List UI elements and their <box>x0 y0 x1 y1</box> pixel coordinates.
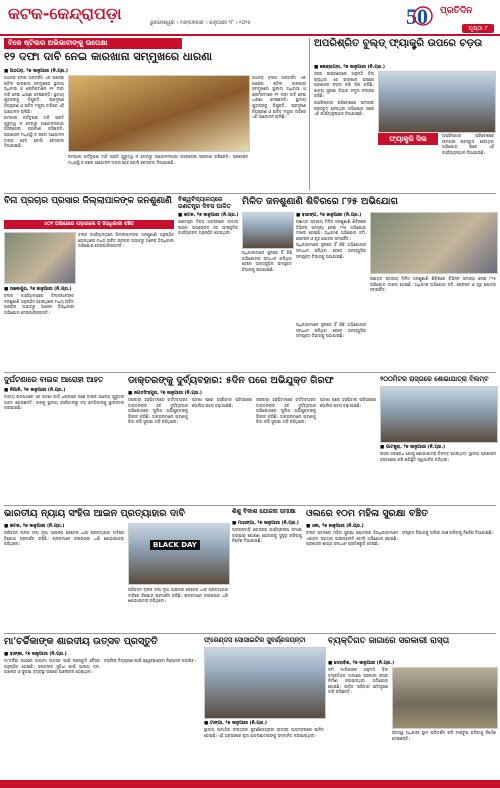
story6-body <box>4 394 124 502</box>
section-divider <box>4 633 496 634</box>
story3-para1-continued: ବ୍ଲକ କାର୍ଯ୍ୟାଳୟରେ ଜିଲ୍ଲାପାଳଙ୍କ ଜନଶୁଣାଣି ଅନୁଷ୍ଠିତ ହୋଇଥିଲେ ମଧ୍ୟ ଉଚିତ ପ୍ରଚାର ଅଭାବରୁ ଅନେକ ହିତାଧିକାରୀ ଅଭିଯୋଗ ଦେଇପାରିନାହାନ୍ତି। <box>78 232 174 249</box>
story14-byline: ■ ଡେରାବିଶ, ୨୭ ଜାନୁଆରୀ (ନି.ପ୍ର.) <box>328 661 395 666</box>
story6-headline: ଦୁର୍ଘଟଣାରେ ବାଇକ ଆରୋହୀ ଆହତ <box>4 375 104 384</box>
story1-body-col1 <box>4 75 64 190</box>
story11-body-col1 <box>306 530 398 630</box>
story14-photo <box>392 667 498 729</box>
story7-body-col1 <box>128 397 188 502</box>
story8-body <box>380 451 496 502</box>
story13-photo <box>204 647 326 719</box>
story8-para1: ରାସ୍ତା ଅବରୋଧ ଯୋଗୁ ଶୋଭାଯାତ୍ରା ବିଳମ୍ବ ହୋଇଥିଲା। ସ୍ଥାନୀୟ ପ୍ରଶାସନ ହସ୍ତକ୍ଷେପ କରି ପରିସ୍ଥିତି ସ୍ୱାଭାବିକ କରିଥିଲା। <box>380 451 496 462</box>
story2-body-col2 <box>442 133 494 189</box>
story6-byline: ■ ନିଆଳି, ୨୭ ଜାନୁଆରୀ (ନି.ପ୍ର.) <box>4 388 66 393</box>
story1-byline: ■ ଅଠଗଡ଼, ୨୭ ଜାନୁଆରୀ (ନି.ପ୍ର.) <box>4 69 68 74</box>
story4-body <box>178 219 238 369</box>
story7-body-col4 <box>320 397 376 502</box>
story5-photo-small <box>242 212 294 249</box>
story1-body-col3 <box>252 75 306 190</box>
story1-para1: ଅଠଗଡ଼ ବ୍ଲକ ଅନ୍ତର୍ଗତ ଏକ ଘରୋଇ ଷ୍ଟିଲ କାରଖାନା ସମ୍ମୁଖରେ ସ୍ଥାନୀୟ ଅଧିବାସୀ ଓ ଶ୍ରମିକମାନେ ୧୨ ଦଫା ଦାବି ନେଇ ଧାରଣା ଦେଇଛନ୍ତି। ସ୍ଥାନୀୟ ଯୁବକଙ୍କୁ ନିଯୁକ୍ତି, ପ୍ରଦୂଷଣ ନିୟନ୍ତ୍ରଣ ଓ ଉଚିତ ମଜୁରୀ ଦାବିରେ ଏହି ଆନ୍ଦୋଳନ ଚାଲିଛି। <box>4 75 64 114</box>
story7-para2-continued: ଘଟଣା ପରେ ହସ୍ପିଟାଲ ପରିସରରେ ପୋଲିସ ପହରା ବଢ଼ାଯାଇଛି। <box>320 397 376 408</box>
story12-body-col2 <box>104 658 200 778</box>
story2-photo <box>378 71 496 133</box>
brand-name: ପ୍ରତିଦିନ <box>440 6 473 16</box>
story3-headline: ବିନା ପ୍ରଚାର ପ୍ରସାର ଜିଲ୍ଲାପାଳଙ୍କ ଜନଶୁଣାଣି <box>4 196 172 206</box>
story11-headline: ଓଲରେ ୧୦ମ ମହିଳା ସୁରକ୍ଷା ବଞ୍ଚିତ <box>306 508 428 519</box>
story3-subhead: ୪୦୧ ଅଭିଯୋଗ ପଡ଼ାଗଲେ ବି ହିତାଧିକାରୀ ବଞ୍ଚିତ <box>4 220 174 229</box>
story11-para2: ସଂପୃକ୍ତ ବିଭାଗକୁ ତାଲିକା ଯାଞ୍ଚ କରିବାକୁ ନିର୍ଦ୍ଦେଶ ଦିଆଯାଇଛି। <box>402 530 494 535</box>
footer-bar <box>0 780 500 788</box>
story9-para1: ପରିବହନ ଚାଳକ ସଂଘ ନୂଆ ଆଇନର କେତେକ ଧାରା ପ୍ରତ୍ୟାହାର ଦାବିରେ ବିକ୍ଷୋଭ ପ୍ରଦର୍ଶନ କରିଛି। ଚାଳକମାନେ କଳାପତାକା ଧରି ଶୋଭାଯାତ୍ରା କରିଥିଲେ। <box>4 530 124 547</box>
story7-body-col3 <box>256 397 316 502</box>
story14-headline: ବ୍ୟକ୍ତିଗତ ଜାଗାରେ ସରକାରୀ ରାସ୍ତା <box>328 636 450 646</box>
story2-byline: ■ କେନ୍ଦ୍ରାପଡ଼ା, ୨୭ ଜାନୁଆରୀ (ନି.ପ୍ର.) <box>314 65 385 70</box>
story12-para2: ଟ୍ରାଫିକ ନିୟନ୍ତ୍ରଣ ପାଇଁ ସ୍ୱେଚ୍ଛାସେବୀ ନିୟୋଜନ କରାଯିବ। <box>104 658 196 663</box>
story1-kicker: ବିକେ ଷ୍ଟିଲର ଅଭିଭାବୀଙ୍କୁ ଉପେକ୍ଷା <box>4 38 182 49</box>
story1-body-col2 <box>68 154 248 190</box>
story13-headline: ଫ୍ରେଣ୍ଡସ ସୋସାଇଟିର ସୁବର୍ଣ୍ଣଜୟନ୍ତୀ <box>204 636 306 644</box>
story5-para2: ଅଧିକାରୀମାନେ ସ୍ଥଳରେ ହିଁ କିଛି ଅଭିଯୋଗର ସମାଧାନ କରିଥିବା ବେଳେ ଅନ୍ୟଗୁଡ଼ିକ ସମ୍ପୃକ୍ତ ବିଭାଗକୁ ପଠାଯାଇଛି। <box>296 242 366 259</box>
story7-para1: ସରକାରୀ ହସ୍ପିଟାଲରେ କର୍ତ୍ତବ୍ୟରତ ଡାକ୍ତରଙ୍କ ସହ ଦୁର୍ବ୍ୟବହାର ଅଭିଯୋଗରେ ପୁଲିସ ଅଭିଯୁକ୍ତଙ୍କୁ ଗିରଫ କରିଛି। ଡାକ୍ତରମାନେ ଘଟଣାକୁ ନିନ୍ଦା କରି ସୁରକ୍ଷା ଦାବି କରିଥିଲେ। <box>128 397 188 425</box>
story7-body-col2 <box>192 397 252 502</box>
story13-body <box>204 727 324 778</box>
story9-body <box>4 530 124 630</box>
story7-headline: ଡାକ୍ତରଙ୍କୁ ଦୁର୍ବ୍ୟବହାର: ୫ଦିନ ପରେ ଅଭିଯୁକ୍ତ ଗିରଫ <box>128 375 334 386</box>
story11-byline: ■ ଓଲ, ୨୭ ଜାନୁଆରୀ (ନି.ପ୍ର.) <box>306 524 364 529</box>
story7-para1-continued: ସରକାରୀ ହସ୍ପିଟାଲରେ କର୍ତ୍ତବ୍ୟରତ ଡାକ୍ତରଙ୍କ ସହ ଦୁର୍ବ୍ୟବହାର ଅଭିଯୋଗରେ ପୁଲିସ ଅଭିଯୁକ୍ତଙ୍କୁ ଗିରଫ କରିଛି। ଡାକ୍ତରମାନେ ଘଟଣାକୁ ନିନ୍ଦା କରି ସୁରକ୍ଷା ଦାବି କରିଥିଲେ। <box>256 397 316 425</box>
story3-body-col2 <box>78 232 174 369</box>
edition-title: କଟକ-କେନ୍ଦ୍ରାପଡ଼ା <box>8 4 122 23</box>
story5-headline: ମିଳିତ ଜନଶୁଣାଣି ଶିବିରରେ ୮୨୫ ଅଭିଯୋଗ <box>242 196 398 207</box>
story9-photo <box>128 523 230 585</box>
story10-headline: ଶିଶୁ ବିକାଶ ଯୋଜନା ସମୀକ୍ଷା <box>232 508 296 515</box>
story14-para1: ଜମି ମାଲିକଙ୍କ ଅନୁମତି ବିନା ବ୍ୟକ୍ତିଗତ ଜାଗାରେ ସରକାରୀ ରାସ୍ତା ନିର୍ମାଣ କରାଯାଉଥିବା ଅଭିଯୋଗ ହୋଇଛି। ପୀଡ଼ିତ ପରିବାର କ୍ଷତିପୂରଣ ଦାବି କରିଛନ୍ତି। <box>328 667 388 695</box>
section-divider <box>4 372 496 373</box>
story6-para1: ଜାତୀୟ ରାଜପଥରେ ଏକ ଅଜଣା ଗାଡ଼ି ଧକ୍କାରେ ଜଣେ ବାଇକ ଆରୋହୀ ଗୁରୁତର ଆହତ ହୋଇଛନ୍ତି। ତାଙ୍କୁ ସ୍ଥାନୀୟ ହସ୍ପିଟାଲରୁ ବଡ଼ ମେଡିକାଲକୁ ସ୍ଥାନାନ୍ତର କରାଯାଇଛି। <box>4 394 124 411</box>
story1-headline: ୧୨ ଦଫା ଦାବି ନେଇ କାରଖାନା ସମ୍ମୁଖରେ ଧାରଣା <box>4 50 213 63</box>
story14-body-col1 <box>328 667 388 778</box>
story3-para1: ବ୍ଲକ କାର୍ଯ୍ୟାଳୟରେ ଜିଲ୍ଲାପାଳଙ୍କ ଜନଶୁଣାଣି ଅନୁଷ୍ଠିତ ହୋଇଥିଲେ ମଧ୍ୟ ଉଚିତ ପ୍ରଚାର ଅଭାବରୁ ଅନେକ ହିତାଧିକାରୀ ଅଭିଯୋଗ ଦେଇପାରିନାହାନ୍ତି। <box>4 293 74 315</box>
story5-para1-continued: ପଞ୍ଚାୟତ ସ୍ତରୀୟ ମିଳିତ ଜନଶୁଣାଣି ଶିବିରରେ ବିଭିନ୍ନ ସମସ୍ୟା ନେଇ ୮୨୫ ଅଭିଯୋଗ ଦାଖଲ ହୋଇଛି। ଅଧିକାଂଶ ଅଭିଯୋଗ ଜମି, ପେନସନ ଓ ଗୃହ ଯୋଜନା ସମ୍ପର୍କିତ। <box>370 276 496 293</box>
story9-body-col2 <box>128 587 228 630</box>
story7-byline: ■ ଜଗତସିଂହପୁର, ୨୭ ଜାନୁଆରୀ (ନି.ପ୍ର.) <box>128 391 202 396</box>
story14-para2: ରାଜସ୍ୱ ଅଧିକାରୀ ସ୍ଥାନ ପରିଦର୍ଶନ କରି ମାପଚୁପ କରିବାକୁ ନିର୍ଦ୍ଦେଶ ଦେଇଛନ୍ତି। <box>392 730 496 741</box>
story8-photo <box>380 386 498 443</box>
story3-photo <box>4 232 76 284</box>
story5-body-col0 <box>242 250 292 369</box>
story10-para1: ଅଙ୍ଗନବାଡ଼ି କେନ୍ଦ୍ରର କାର୍ଯ୍ୟକଳାପ ସମୀକ୍ଷା କରାଯାଇ ପୋଷଣ ଯୋଜନାକୁ ସୁଦୃଢ଼ କରିବାକୁ ନିର୍ଦ୍ଦେଶ ଦିଆଯାଇଛି। <box>232 527 302 544</box>
story8-headline: ୨୦୦ମିଟର ରାସ୍ତାରେ ଶୋଭାଯାତ୍ରା ବିଲମ୍ବ <box>380 375 489 383</box>
story11-para1: ବ୍ଲକ ସ୍ତରରେ ମହିଳା ସୁରକ୍ଷା ଯୋଜନାର ହିତାଧିକାରୀମାନେ ଏଯାବତ୍ ସହାୟତା ପାଇନାହାନ୍ତି ବୋଲି ଅଭିଯୋଗ ହୋଇଛି। ପ୍ରଶାସନ ଶୀଘ୍ର ସମାଧାନ ପ୍ରତିଶ୍ରୁତି ଦେଇଛି। <box>306 530 398 547</box>
story12-byline: ■ ବାଙ୍କୀ, ୨୭ ଜାନୁଆରୀ (ନି.ପ୍ର.) <box>4 652 67 657</box>
story7-para2: ଘଟଣା ପରେ ହସ୍ପିଟାଲ ପରିସରରେ ପୋଲିସ ପହରା ବଢ଼ାଯାଇଛି। <box>192 397 252 408</box>
story12-headline: ମା'ଚର୍ଚ୍ଚିକାଙ୍କ ଶାରଦୀୟ ଉତ୍ସବ ପ୍ରସ୍ତୁତି <box>4 636 158 647</box>
story2-body <box>314 71 374 189</box>
story5-para2-continued: ଅଧିକାରୀମାନେ ସ୍ଥଳରେ ହିଁ କିଛି ଅଭିଯୋଗର ସମାଧାନ କରିଥିବା ବେଳେ ଅନ୍ୟଗୁଡ଼ିକ ସମ୍ପୃକ୍ତ ବିଭାଗକୁ ପଠାଯାଇଛି। <box>242 250 292 272</box>
story10-byline: ■ ମାହାଙ୍ଗା, ୨୭ ଜାନୁଆରୀ (ନି.ପ୍ର.) <box>232 521 299 526</box>
story8-byline: ■ ପାଟକୁରା, ୨୭ ଜାନୁଆରୀ (ନି.ପ୍ର.) <box>380 445 446 450</box>
story4-headline: ବିଶ୍ୱବିଦ୍ୟାଳୟରେ ଗଣତନ୍ତ୍ର ଦିବସ ପାଳିତ <box>178 196 231 210</box>
story1-para2-continued: କମ୍ପାନୀ କର୍ତ୍ତୃପକ୍ଷ ଦାବି ପ୍ରତି ଗୁରୁତ୍ୱ ନ ଦେବାରୁ ଆନ୍ଦୋଳନକାରୀ ଅସନ୍ତୋଷ ପ୍ରକାଶ କରିଛନ୍ତି। ପ୍ରଶାସନ ମଧ୍ୟସ୍ଥି ନ କଲେ ଆନ୍ଦୋଳନ ତୀବ୍ର ହେବ ବୋଲି ଚେତାବନୀ ଦିଆଯାଇଛି। <box>68 154 248 165</box>
story3-byline: ■ ସାଲେପୁର, ୨୭ ଜାନୁଆରୀ (ନି.ପ୍ର.) <box>4 287 72 292</box>
column-divider <box>309 38 310 190</box>
story2-para2: ଅପରିଷ୍କାର ପରିବେଶରେ ସାମଗ୍ରୀ ପ୍ରସ୍ତୁତ ହେଉଥିବା ଅଭିଯୋଗ ପରେ ଏହି କାର୍ଯ୍ୟାନୁଷ୍ଠାନ ନିଆଯାଇଛି। <box>314 99 374 117</box>
story5-para2-continued-b: ଅଧିକାରୀମାନେ ସ୍ଥଳରେ ହିଁ କିଛି ଅଭିଯୋଗର ସମାଧାନ କରିଥିବା ବେଳେ ଅନ୍ୟଗୁଡ଼ିକ ସମ୍ପୃକ୍ତ ବିଭାଗକୁ ପଠାଯାଇଛି। <box>296 322 366 339</box>
story9-byline: ■ କଟକ, ୨୭ ଜାନୁଆରୀ (ନି.ପ୍ର.) <box>4 524 65 529</box>
story5-body-col1b <box>296 322 366 369</box>
story11-body-col2 <box>402 530 496 630</box>
story2-para1: ସହର ଉପକଣ୍ଠରେ ଅନୁମତି ବିନା ଚାଲୁଥିବା ଏକ କାରଖାନା ଉପରେ ପ୍ରଶାସନ ଚଡ଼ଉ କରି ସିଲ କରିଛି। ଖାଦ୍ୟ ସୁରକ୍ଷା ବିଭାଗ ନମୁନା ସଂଗ୍ରହ କରିଛି। <box>314 71 374 99</box>
story12-para1: ମା'ଚର୍ଚ୍ଚିକା ପୀଠରେ ଆଗାମୀ ଉତ୍ସବ ପାଇଁ ପ୍ରସ୍ତୁତି ବୈଠକ ଅନୁଷ୍ଠିତ ହୋଇଛି। ଭକ୍ତଙ୍କ ସୁବିଧା ପାଇଁ ପାନୀୟ ଜଳ, ଆଲୋକ ଓ ସୁରକ୍ଷା ବ୍ୟବସ୍ଥା ଉପରେ ଆଲୋଚନା ହୋଇଥିଲା। <box>4 658 100 675</box>
story5-body-col1 <box>296 219 366 319</box>
story9-headline: ଭାରତୀୟ ନ୍ୟାୟ ସଂହିତା ଆଇନ ପ୍ରତ୍ୟାହାର ଦାବି <box>4 508 185 519</box>
story10-body <box>232 527 302 630</box>
dateline: ଭୁବନେଶ୍ୱର । ମଙ୍ଗଳବାର । ଜାନୁଆରୀ ୨୮ । ୨୦୨୫ <box>150 20 251 26</box>
story5-para1: ପଞ୍ଚାୟତ ସ୍ତରୀୟ ମିଳିତ ଜନଶୁଣାଣି ଶିବିରରେ ବିଭିନ୍ନ ସମସ୍ୟା ନେଇ ୮୨୫ ଅଭିଯୋଗ ଦାଖଲ ହୋଇଛି। ଅଧିକାଂଶ ଅଭିଯୋଗ ଜମି, ପେନସନ ଓ ଗୃହ ଯୋଜନା ସମ୍ପର୍କିତ। <box>296 219 366 241</box>
story13-para1: ସ୍ଥାନୀୟ ସାମାଜିକ ସଂଗଠନର ସୁବର୍ଣ୍ଣଜୟନ୍ତୀ ଉତ୍ସବ ଆଡ଼ମ୍ବରରେ ପାଳିତ ହୋଇଛି। ଏହି ଅବସରରେ କୃତୀ ଛାତ୍ରଛାତ୍ରୀଙ୍କୁ ସମ୍ମାନିତ କରାଯାଇଥିଲା। <box>204 727 324 738</box>
story4-para1: ଗଣତନ୍ତ୍ର ଦିବସ ଅବସରରେ ଜାତୀୟ ପତାକା ଉତ୍ତୋଳନ ସହ ସାଂସ୍କୃତିକ କାର୍ଯ୍ୟକ୍ରମ ଅନୁଷ୍ଠିତ ହୋଇଥିଲା। <box>178 219 238 236</box>
story5-body-col2 <box>370 276 496 369</box>
section-divider <box>4 193 496 194</box>
story1-para2: କମ୍ପାନୀ କର୍ତ୍ତୃପକ୍ଷ ଦାବି ପ୍ରତି ଗୁରୁତ୍ୱ ନ ଦେବାରୁ ଆନ୍ଦୋଳନକାରୀ ଅସନ୍ତୋଷ ପ୍ରକାଶ କରିଛନ୍ତି। ପ୍ରଶାସନ ମଧ୍ୟସ୍ଥି ନ କଲେ ଆନ୍ଦୋଳନ ତୀବ୍ର ହେବ ବୋଲି ଚେତାବନୀ ଦିଆଯାଇଛି। <box>4 115 64 149</box>
logo-number: 50 <box>406 4 428 29</box>
story9-para1-continued: ପରିବହନ ଚାଳକ ସଂଘ ନୂଆ ଆଇନର କେତେକ ଧାରା ପ୍ରତ୍ୟାହାର ଦାବିରେ ବିକ୍ଷୋଭ ପ୍ରଦର୍ଶନ କରିଛି। ଚାଳକମାନେ କଳାପତାକା ଧରି ଶୋଭାଯାତ୍ରା କରିଥିଲେ। <box>128 587 228 604</box>
page-number-badge: ପୃଷ୍ଠା ୯ <box>462 24 494 33</box>
story14-body-col2 <box>392 730 496 778</box>
story1-para1-continued: ଅଠଗଡ଼ ବ୍ଲକ ଅନ୍ତର୍ଗତ ଏକ ଘରୋଇ ଷ୍ଟିଲ କାରଖାନା ସମ୍ମୁଖରେ ସ୍ଥାନୀୟ ଅଧିବାସୀ ଓ ଶ୍ରମିକମାନେ ୧୨ ଦଫା ଦାବି ନେଇ ଧାରଣା ଦେଇଛନ୍ତି। ସ୍ଥାନୀୟ ଯୁବକଙ୍କୁ ନିଯୁକ୍ତି, ପ୍ରଦୂଷଣ ନିୟନ୍ତ୍ରଣ ଓ ଉଚିତ ମଜୁରୀ ଦାବିରେ ଏହି ଆନ୍ଦୋଳନ ଚାଲିଛି। <box>252 75 306 120</box>
story9-banner: BLACK DAY <box>150 540 200 550</box>
story12-body-col1 <box>4 658 100 778</box>
story1-photo <box>68 75 250 152</box>
story2-para2-continued: ଅପରିଷ୍କାର ପରିବେଶରେ ସାମଗ୍ରୀ ପ୍ରସ୍ତୁତ ହେଉଥିବା ଅଭିଯୋଗ ପରେ ଏହି କାର୍ଯ୍ୟାନୁଷ୍ଠାନ ନିଆଯାଇଛି। <box>442 133 494 155</box>
story13-byline: ■ ଟାଙ୍ଗୀ, ୨୭ ଜାନୁଆରୀ (ନି.ପ୍ର.) <box>204 721 267 726</box>
story4-byline: ■ କଟକ, ୨୭ ଜାନୁଆରୀ (ନି.ପ୍ର.) <box>178 213 239 218</box>
story5-byline: ■ ବାରଙ୍ଗ, ୨୭ ଜାନୁଆରୀ (ନି.ପ୍ର.) <box>296 213 362 218</box>
section-divider <box>4 505 496 506</box>
story3-body-col1 <box>4 293 74 369</box>
story5-photo <box>370 212 498 274</box>
story2-headline: ଅପରିଶ୍ରିତ ବୁଲ୍ଡ୍ ଫ୍ୟାକ୍ଟ୍ରି ଉପରେ ଚଡ଼ଉ <box>314 38 483 49</box>
story2-badge: ଫ୍ୟାକ୍ଟ୍ରି ସିଲ <box>378 133 438 145</box>
